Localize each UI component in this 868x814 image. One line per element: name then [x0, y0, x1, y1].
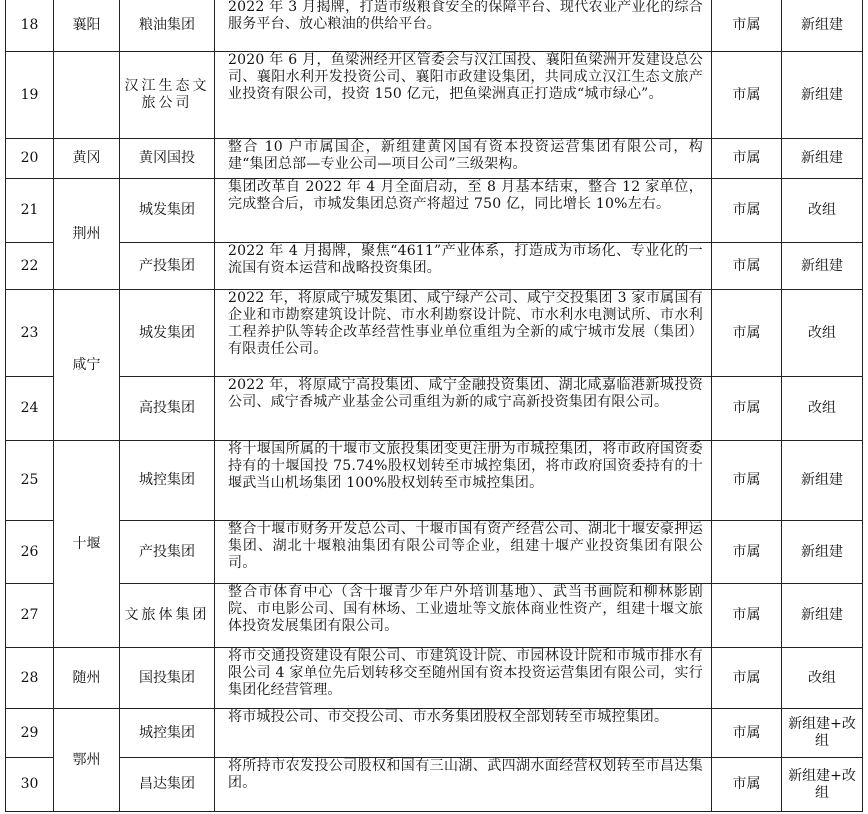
reform-type-cell: 新组建 — [782, 441, 863, 521]
group-cell: 汉江生态文旅公司 — [120, 52, 215, 139]
row-number: 26 — [6, 521, 54, 584]
table-row — [6, 243, 863, 290]
group-cell: 高投集团 — [120, 377, 215, 441]
affiliation-cell: 市属 — [712, 521, 782, 584]
group-cell: 文旅体集团 — [120, 584, 215, 648]
table-row — [6, 52, 863, 139]
description-cell: 将市城投公司、市交投公司、市水务集团股权全部划转至市城控集团。 — [215, 709, 712, 758]
table-row — [6, 377, 863, 441]
affiliation-cell: 市属 — [712, 709, 782, 758]
reform-type-cell: 新组建 — [782, 0, 863, 52]
reform-type-cell: 改组 — [782, 290, 863, 377]
row-number: 25 — [6, 441, 54, 521]
table-row — [6, 441, 863, 521]
description-cell: 2022 年，将原咸宁城发集团、咸宁绿产公司、咸宁交投集团 3 家市属国有企业和市勘察建筑设计院、市水利勘察设计院、市水利水电测试所、市水利工程养护队等转企改革经营性事业单位重组为全新的咸宁城市发展（集团）有限责任公司。 — [215, 290, 712, 377]
group-cell: 黄冈国投 — [120, 139, 215, 179]
group-cell: 城控集团 — [120, 709, 215, 758]
group-cell: 昌达集团 — [120, 758, 215, 812]
affiliation-cell: 市属 — [712, 139, 782, 179]
reform-type-cell: 新组建 — [782, 584, 863, 648]
reform-type-cell: 改组 — [782, 377, 863, 441]
city-cell: 随州 — [54, 648, 120, 709]
row-number: 19 — [6, 52, 54, 139]
row-number: 23 — [6, 290, 54, 377]
table-row — [6, 648, 863, 709]
group-cell: 城控集团 — [120, 441, 215, 521]
description-cell: 2022 年 4 月揭牌，聚焦“4611”产业体系，打造成为市场化、专业化的一流国有资本运营和战略投资集团。 — [215, 243, 712, 290]
reform-type-cell: 改组 — [782, 179, 863, 243]
description-cell: 2022 年 3 月揭牌，打造市级粮食安全的保障平台、现代农业产业化的综合服务平台、放心粮油的供给平台。 — [215, 0, 712, 52]
description-cell: 将所持市农发投公司股权和国有三山湖、武四湖水面经营权划转至市昌达集团。 — [215, 758, 712, 812]
reform-type-cell: 改组 — [782, 648, 863, 709]
group-cell: 城发集团 — [120, 179, 215, 243]
affiliation-cell: 市属 — [712, 52, 782, 139]
table-row — [6, 179, 863, 243]
row-number: 29 — [6, 709, 54, 758]
table-row — [6, 0, 863, 52]
table-row — [6, 709, 863, 758]
row-number: 27 — [6, 584, 54, 648]
group-cell: 城发集团 — [120, 290, 215, 377]
row-number: 30 — [6, 758, 54, 812]
reform-type-cell: 新组建 — [782, 139, 863, 179]
city-cell: 襄阳 — [54, 0, 120, 52]
row-number: 20 — [6, 139, 54, 179]
city-cell: 荆州 — [54, 179, 120, 290]
affiliation-cell: 市属 — [712, 648, 782, 709]
city-cell: 黄冈 — [54, 139, 120, 179]
city-cell: 鄂州 — [54, 709, 120, 812]
affiliation-cell: 市属 — [712, 243, 782, 290]
reform-type-cell: 新组建+改组 — [782, 709, 863, 758]
city-cell: 咸宁 — [54, 290, 120, 441]
description-cell: 将市交通投资建设有限公司、市建筑设计院、市园林设计院和市城市排水有限公司 4 家单位先后划转移交至随州国有资本投资运营集团有限公司，实行集团化经营管理。 — [215, 648, 712, 709]
group-cell: 产投集团 — [120, 521, 215, 584]
reform-type-cell: 新组建 — [782, 52, 863, 139]
table-row — [6, 584, 863, 648]
reform-type-cell: 新组建 — [782, 521, 863, 584]
row-number: 21 — [6, 179, 54, 243]
description-cell: 整合市体育中心（含十堰青少年户外培训基地）、武当书画院和柳林影剧院、市电影公司、国有林场、工业遗址等文旅体商业性资产，组建十堰文旅体投资发展集团有限公司。 — [215, 584, 712, 648]
reform-type-cell: 新组建 — [782, 243, 863, 290]
affiliation-cell: 市属 — [712, 758, 782, 812]
group-cell: 国投集团 — [120, 648, 215, 709]
affiliation-cell: 市属 — [712, 584, 782, 648]
city-cell — [54, 52, 120, 139]
description-cell: 集团改革自 2022 年 4 月全面启动，至 8 月基本结束，整合 12 家单位，完成整合后，市城发集团总资产将超过 750 亿，同比增长 10%左右。 — [215, 179, 712, 243]
description-cell: 整合十堰市财务开发总公司、十堰市国有资产经营公司、湖北十堰安豪押运集团、湖北十堰粮油集团有限公司等企业，组建十堰产业投资集团有限公司。 — [215, 521, 712, 584]
city-cell: 十堰 — [54, 441, 120, 648]
reform-type-cell: 新组建+改组 — [782, 758, 863, 812]
affiliation-cell: 市属 — [712, 290, 782, 377]
row-number: 24 — [6, 377, 54, 441]
description-cell: 将十堰国所属的十堰市文旅投集团变更注册为市城控集团，将市政府国资委持有的十堰国投 75.74%股权划转至市城控集团，将市政府国资委持有的十堰武当山机场集团 100%股权划转至市城控集团。 — [215, 441, 712, 521]
enterprise-reform-table — [5, 0, 863, 812]
description-cell: 整合 10 户市属国企，新组建黄冈国有资本投资运营集团有限公司，构建“集团总部—专业公司—项目公司”三级架构。 — [215, 139, 712, 179]
row-number: 22 — [6, 243, 54, 290]
row-number: 28 — [6, 648, 54, 709]
table-row — [6, 758, 863, 812]
affiliation-cell: 市属 — [712, 0, 782, 52]
affiliation-cell: 市属 — [712, 441, 782, 521]
description-cell: 2020 年 6 月，鱼梁洲经开区管委会与汉江国投、襄阳鱼梁洲开发建设总公司、襄阳水利开发投资公司、襄阳市政建设集团，共同成立汉江生态文旅产业投资有限公司，投资 150 亿元，把鱼梁洲真正打造成“城市绿心”。 — [215, 52, 712, 139]
row-number: 18 — [6, 0, 54, 52]
description-cell: 2022 年，将原咸宁高投集团、咸宁金融投资集团、湖北咸嘉临港新城投资公司、咸宁香城产业基金公司重组为新的咸宁高新投资集团有限公司。 — [215, 377, 712, 441]
group-cell: 粮油集团 — [120, 0, 215, 52]
table-row — [6, 139, 863, 179]
affiliation-cell: 市属 — [712, 377, 782, 441]
affiliation-cell: 市属 — [712, 179, 782, 243]
table-row — [6, 521, 863, 584]
table-row — [6, 290, 863, 377]
group-cell: 产投集团 — [120, 243, 215, 290]
